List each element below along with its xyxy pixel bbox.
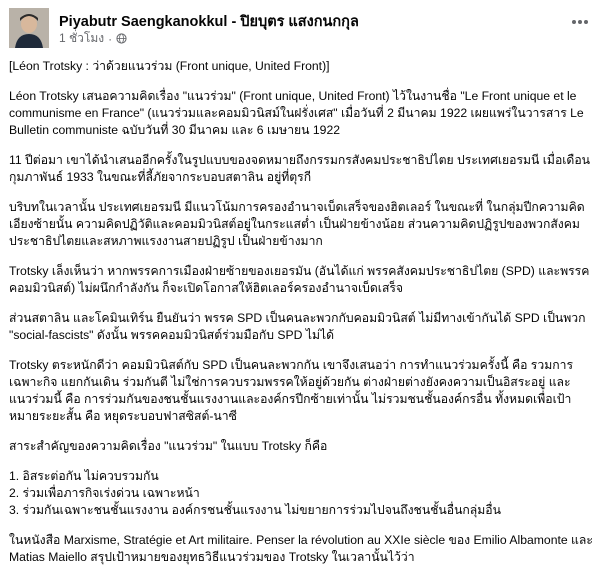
post-header [0,0,600,46]
meta-separator: · [108,31,113,46]
post-paragraph-closing: ในหนังสือ Marxisme, Stratégie et Art militaire. Penser la révolution au XXIe siècle ของ Emilio Albamonte และ Matias Maiello สรุปเป้าหมายของยุทธวิธีแนวร่วมของ Trotsky ในเวลานั้นไว้ว่า [9,533,593,564]
globe-icon[interactable] [116,33,127,44]
list-item: 1. อิสระต่อกัน ไม่ควบรวมกัน [9,469,159,483]
more-horizontal-icon[interactable] [568,12,592,32]
post-paragraph: Trotsky เล็งเห็นว่า หากพรรคการเมืองฝ่ายซ้ายของเยอรมัน (อันได้แก่ พรรคสังคมประชาธิปไตย (SPD) และพรรคคอมมิวนิสต์) ไม่ผนึกกำลังกัน ก็จะเปิดโอกาสให้ฮิตเลอร์ครองอำนาจเบ็ดเสร็จ [9,264,590,295]
list-item: 3. ร่วมกันเฉพาะชนชั้นแรงงาน องค์กรชนชั้นแรงงาน ไม่ขยายการร่วมไปจนถึงชนชั้นอื่นกลุ่มอื่น [9,503,501,517]
post-paragraph: ส่วนสตาลิน และโคมินเทิร์น ยืนยันว่า พรรค SPD เป็นคนละพวกกับคอมมิวนิสต์ ไม่มีทางเข้ากันได้ SPD เป็นพวก "social-fascists" ดังนั้น พรรคคอมมิวนิสต์ร่วมมือกับ SPD ไม่ได้ [9,311,586,342]
avatar-image [9,8,49,48]
post-paragraph: สาระสำคัญของความคิดเรื่อง "แนวร่วม" ในแบบ Trotsky ก็คือ [9,439,328,453]
post-paragraph: 11 ปีต่อมา เขาได้นำเสนออีกครั้งในรูปแบบของจดหมายถึงกรรมกรสังคมประชาธิปไตย ประเทศเยอรมนี เมื่อเดือนกุมภาพันธ์ 1933 ในขณะที่ลี้ภัยจากระบอบสตาลิน อยู่ที่ตุรกี [9,153,591,184]
author-avatar[interactable] [9,8,49,48]
list-item: 2. ร่วมเพื่อภารกิจเร่งด่วน เฉพาะหน้า [9,486,200,500]
post-paragraph: Léon Trotsky เสนอความคิดเรื่อง "แนวร่วม" (Front unique, United Front) ไว้ในงานชื่อ "Le Front unique et le communisme en France" (แนวร่วมและคอมมิวนิสม์ในฝรั่งเศส" เมื่อวันที่ 2 มีนาคม 1922 เผยแพร่ในวารสาร Le Bulletin communiste ฉบับวันที่ 30 มีนาคม และ 6 เมษายน 1922 [9,89,584,137]
post-meta [59,29,127,48]
post-body [9,58,593,579]
author-name[interactable]: Piyabutr Saengkanokkul - ปิยบุตร แสงกนกกุล [59,14,359,30]
post-paragraph-title: [Léon Trotsky : ว่าด้วยแนวร่วม (Front unique, United Front)] [9,59,330,73]
post-paragraph: Trotsky ตระหนักดีว่า คอมมิวนิสต์กับ SPD เป็นคนละพวกกัน เขาจึงเสนอว่า การทำแนวร่วมครั้งนี้ คือ รวมการเฉพาะกิจ แยกกันเดิน ร่วมกันตี ไม่ใช่การควบรวมพรรคให้อยู่ด้วยกัน ต่างฝ่ายต่างยังคงความเป็นอิสระอยู่ และแนวร่วมนี้ คือ การร่วมกันของชนชั้นแรงงานและองค์กรปีกซ้ายเท่านั้น ไม่รวมชนชั้นองค์กรอื่น ทั้งหมดเพื่อเป้าหมายระยะสั้น คือ หยุดระบอบฟาสซิสต์-นาซี [9,358,573,423]
post-timestamp[interactable]: 1 ชั่วโมง [59,31,105,45]
summary-list [9,468,593,519]
post-paragraph: บริบทในเวลานั้น ประเทศเยอรมนี มีแนวโน้มการครองอำนาจเบ็ดเสร็จของฮิตเลอร์ ในขณะที่ ในกลุ่มปีกความคิดเอียงซ้ายนั้น ความคิดปฏิวัติและคอมมิวนิสต์อยู่ในกระแสต่ำ เป็นฝ่ายข้างน้อย ส่วนความคิดปฏิรูปของพวกสังคมประชาธิปไตยและสหภาพแรงงานสายปฏิรูป เป็นฝ่ายข้างมาก [9,200,585,248]
